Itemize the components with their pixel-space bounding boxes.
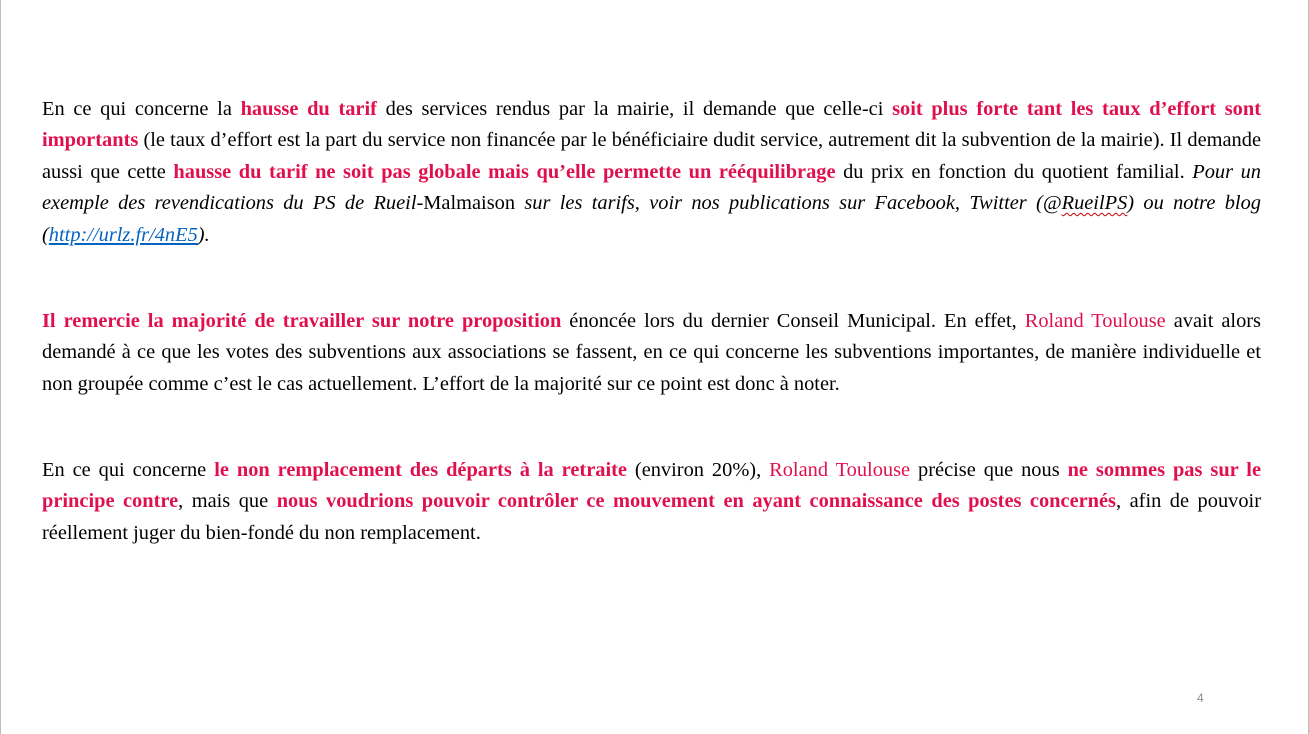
italic-note: sur les tarifs, voir nos publications sur Facebook, Twitter (@: [524, 192, 1062, 215]
text-run: énoncée lors du dernier Conseil Municipal. En effet,: [561, 310, 1025, 332]
twitter-handle-misspelled: RueilPS: [1061, 192, 1128, 215]
italic-note: Pour un exemple des revendications du PS de Rueil: [42, 160, 1261, 215]
highlight-remerciement: Il remercie la majorité de travailler sur notre proposition: [42, 310, 562, 332]
text-run: avait alors demandé à ce que les votes des subventions aux associations se fassent, en ce qui concerne les subventions importantes, de manière individuelle et non groupée comme c’est le cas actuellement. L’effort de la majorité sur ce point est donc à noter.: [42, 310, 1261, 395]
italic-note: ).: [197, 223, 210, 246]
person-name: Roland Toulouse: [1024, 310, 1166, 332]
text-run: -Malmaison: [416, 192, 525, 215]
text-run: des services rendus par la mairie, il demande que celle-ci: [376, 98, 893, 120]
highlight-controle-postes: nous voudrions pouvoir contrôler ce mouvement en ayant connaissance des postes concernés: [276, 490, 1116, 513]
text-run: En ce qui concerne la: [42, 98, 241, 120]
text-run: (le taux d’effort est la part du service non financée par le bénéficiaire dudit service, autrement dit la subvention de la mairie). Il demande aussi que cette: [42, 129, 1261, 183]
italic-note: ) ou notre blog (: [42, 192, 1261, 246]
text-run: , afin de pouvoir réellement juger du bien-fondé du non remplacement.: [42, 490, 1261, 544]
blog-link[interactable]: http://urlz.fr/4nE5: [48, 223, 198, 246]
paragraph-subventions: [42, 306, 1261, 400]
highlight-taux-effort: soit plus forte tant les taux d’effort sont importants: [42, 98, 1262, 152]
text-run: du prix en fonction du quotient familial.: [835, 160, 1193, 183]
highlight-reequilibrage: hausse du tarif ne soit pas globale mais qu’elle permette un rééquilibrage: [173, 160, 836, 183]
highlight-pas-contre: ne sommes pas sur le principe contre: [42, 459, 1262, 513]
page-number: 4: [1197, 691, 1204, 705]
text-run: (environ 20%),: [626, 459, 770, 481]
highlight-non-remplacement: le non remplacement des départs à la retraite: [214, 459, 627, 481]
text-run: En ce qui concerne: [42, 459, 215, 481]
text-run: , mais que: [178, 490, 277, 513]
person-name: Roland Toulouse: [769, 459, 911, 481]
highlight-hausse-du-tarif: hausse du tarif: [240, 98, 377, 120]
paragraph-tarifs: [42, 94, 1261, 251]
paragraph-retraites: [42, 455, 1261, 549]
text-run: précise que nous: [910, 459, 1068, 481]
